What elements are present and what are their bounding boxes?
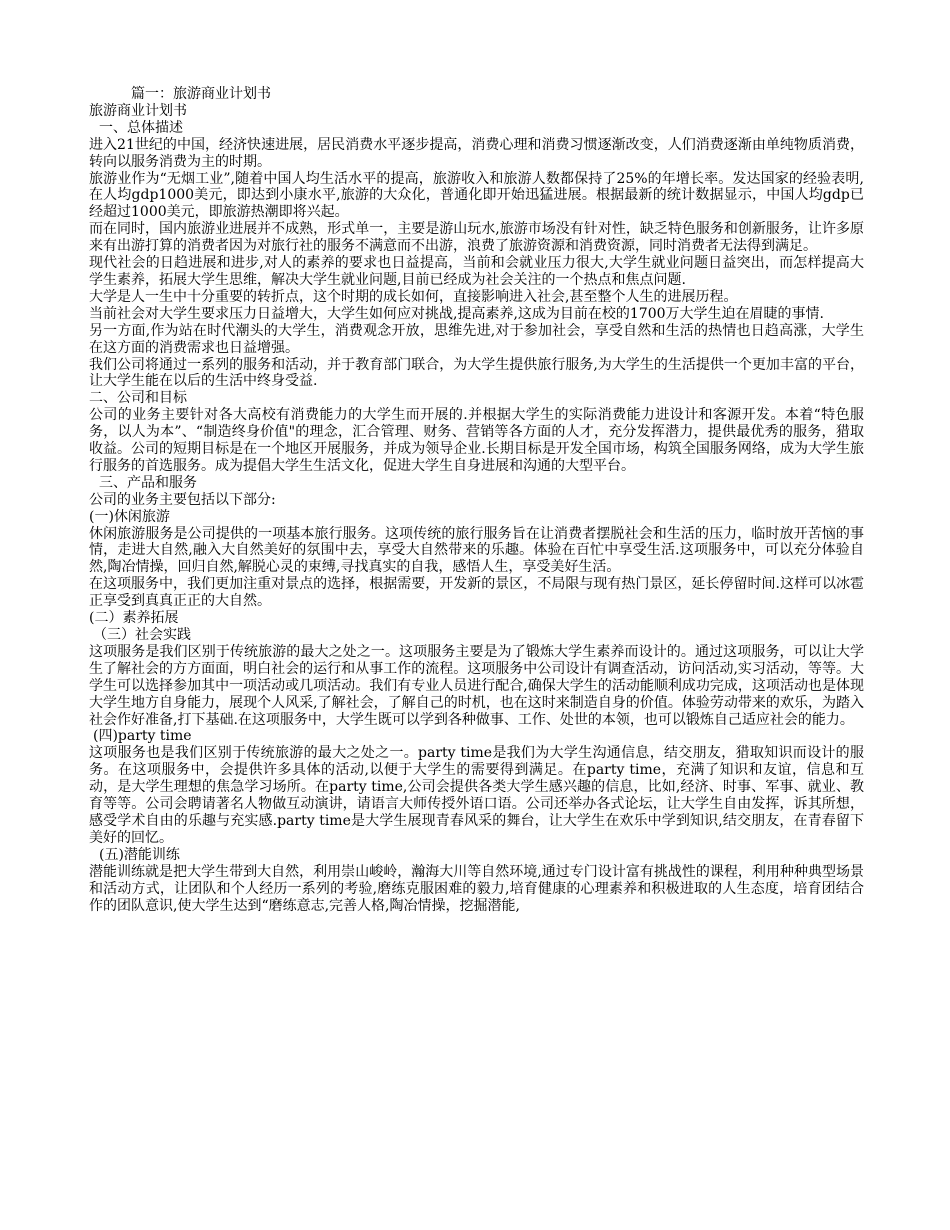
subsection-heading-potential: (五)潜能训练 <box>99 846 180 863</box>
paragraph: 这项服务也是我们区别于传统旅游的最大之处之一。party time是我们为大学生沟通信息，结交朋友，猎取知识而设计的服务。在这项服务中，会提供许多具体的活动,以便于大学生的需要得到满足。在party time，充满了知识和友谊，信息和互动，是大学生理想的焦急学习场所。在party time,公司会提供各类大学生感兴趣的信息，比如,经济、时事、军事、就业、教育等等。公司会聘请著名人物做互动演讲，请语言大师传授外语口语。公司还举办各式论坛，让大学生自由发挥，诉其所想，感受学术自由的乐趣与充实感.party time是大学生展现青春风采的舞台，让大学生在欢乐中学到知识,结交朋友，在青春留下美好的回忆。 <box>89 745 864 846</box>
paragraph: 进入21世纪的中国，经济快速进展，居民消费水平逐步提高，消费心理和消费习惯逐渐改变，人们消费逐渐由单纯物质消费，转向以服务消费为主的时期。 <box>89 136 864 170</box>
paragraph: 休闲旅游服务是公司提供的一项基本旅行服务。这项传统的旅行服务旨在让消费者摆脱社会和生活的压力，临时放开苦恼的事情，走进大自然,融入大自然美好的氛围中去，享受大自然带来的乐趣。体验在百忙中享受生活.这项服务中，可以充分体验自然,陶冶情操，回归自然,解脱心灵的束缚,寻找真实的自我，感悟人生，享受美好生活。 <box>89 525 864 576</box>
paragraph: 大学是人一生中十分重要的转折点，这个时期的成长如何，直接影响进入社会,甚至整个人生的进展历程。 <box>89 288 738 305</box>
section-heading-company: 二、公司和目标 <box>89 390 187 407</box>
subsection-heading-quality: (二）素养拓展 <box>89 610 179 627</box>
document-title: 篇一：旅游商业计划书 <box>131 86 271 102</box>
paragraph: 旅游业作为“无烟工业”,随着中国人均生活水平的提高，旅游收入和旅游人数都保持了25%的年增长率。发达国家的经验表明,在人均gdp1000美元，即达到小康水平,旅游的大众化，普通化即开始迅猛进展。根据最新的统计数据显示，中国人均gdp已经超过1000美元，即旅游热潮即将兴起。 <box>89 170 864 221</box>
subsection-heading-leisure: (一)休闲旅游 <box>89 508 170 525</box>
paragraph: 而在同时，国内旅游业进展并不成熟，形式单一，主要是游山玩水,旅游市场没有针对性，缺乏特色服务和创新服务，让许多原来有出游打算的消费者因为对旅行社的服务不满意而不出游，浪费了旅游资源和消费资源，同时消费者无法得到满足。 <box>89 221 864 255</box>
paragraph: 潜能训练就是把大学生带到大自然，利用崇山峻岭，瀚海大川等自然环境,通过专门设计富有挑战性的课程，利用种种典型场景和活动方式，让团队和个人经历一系列的考验,磨练克服困难的毅力,培育健康的心理素养和积极进取的人生态度，培育团结合作的团队意识,使大学生达到“磨练意志,完善人格,陶冶情操，挖掘潜能, <box>89 863 864 914</box>
paragraph: 在这项服务中，我们更加注重对景点的选择，根据需要，开发新的景区，不局限与现有热门景区，延长停留时间.这样可以冰雹正享受到真真正正的大自然。 <box>89 576 864 610</box>
paragraph: 现代社会的日趋进展和进步,对人的素养的要求也日益提高，当前和会就业压力很大,大学生就业问题日益突出，而怎样提高大学生素养，拓展大学生思维，解决大学生就业问题,目前已经成为社会关注的一个热点和焦点问题. <box>89 255 864 288</box>
paragraph: 这项服务是我们区别于传统旅游的最大之处之一。这项服务主要是为了锻炼大学生素养而设计的。通过这项服务，可以让大学生了解社会的方方面面，明白社会的运行和从事工作的流程。这项服务中公司设计有调查活动，访问活动,实习活动，等等。大学生可以选择参加其中一项活动或几项活动。我们有专业人员进行配合,确保大学生的活动能顺利成功完成，这项活动也是体现大学生地方自身能力，展现个人风采,了解社会，了解自己的时机，也在这时来制造自身的价值。体验劳动带来的欢乐，为踏入社会作好准备,打下基础.在这项服务中，大学生既可以学到各种做事、工作、处世的本领，也可以锻炼自己适应社会的能力。 <box>89 643 864 728</box>
paragraph: 当前社会对大学生要求压力日益增大，大学生如何应对挑战,提高素养,这成为目前在校的1700万大学生迫在眉睫的事情. <box>89 305 824 322</box>
paragraph: 公司的业务主要针对各大高校有消费能力的大学生而开展的.并根据大学生的实际消费能力进设计和客源开发。本着“特色服务，以人为本”、“制造终身价值"的理念，汇合管理、财务、营销等各方面的人才，充分发挥潜力，提供最优秀的服务，猎取收益。公司的短期目标是在一个地区开展服务，并成为领导企业.长期目标是开发全国市场，构筑全国服务网络，成为大学生旅行服务的首选服务。成为提倡大学生生活文化，促进大学生自身进展和沟通的大型平台。 <box>89 407 864 474</box>
subsection-heading-practice: （三）社会实践 <box>93 627 191 643</box>
paragraph: 公司的业务主要包括以下部分: <box>89 491 276 508</box>
paragraph: 我们公司将通过一系列的服务和活动，并于教育部门联合，为大学生提供旅行服务,为大学生的生活提供一个更加丰富的平台，让大学生能在以后的生活中终身受益. <box>89 356 864 390</box>
section-heading-products: 三、产品和服务 <box>99 474 197 491</box>
section-heading-overview: 一、总体描述 <box>99 119 183 136</box>
document-subtitle: 旅游商业计划书 <box>89 102 187 119</box>
subsection-heading-party-time: (四)party time <box>93 728 192 745</box>
document-body <box>89 86 864 914</box>
paragraph: 另一方面,作为站在时代潮头的大学生，消费观念开放，思维先进,对于参加社会，享受自然和生活的热情也日趋高涨，大学生在这方面的消费需求也日益增强。 <box>89 322 864 356</box>
